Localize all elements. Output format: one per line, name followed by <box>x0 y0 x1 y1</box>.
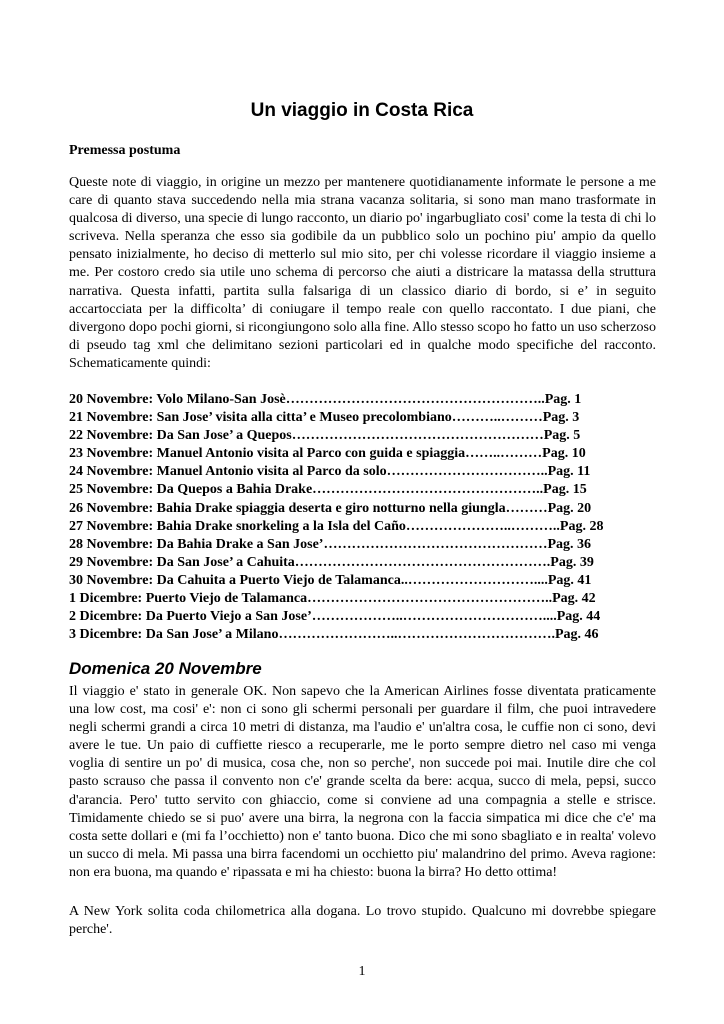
itinerary-item: 20 Novembre: Volo Milano-San Josè………………………………………………..Pag. 1 <box>69 392 582 407</box>
itinerary-list <box>69 391 629 644</box>
itinerary-item: 30 Novembre: Da Cahuita a Puerto Viejo de Talamanca..………………………....Pag. 41 <box>69 572 592 588</box>
day-paragraph: Il viaggio e' stato in generale OK. Non sapevo che la American Airlines fosse diventata praticamente una low cost, ma cosi' e': non ci sono gli schermi personali per guardare il film, che puoi intravedere negli schermi grandi a circa 10 metri di distanza, ma l'audio e' un'altra cosa, le cuffie non ci sono, devi avere le tue. Un paio di cuffiette riesco a recuperarle, me le porto sempre dietro nel caso mi venga voglia di sentire un po' di musica, cosa che, non so perche', non succede poi mai. Inutile dire che col pasto scrauso che passa il convento non c'e' grande scelta da bere: acqua, succo di mela, pepsi, succo d'arancia. Pero' tutto servito con ghiaccio, come si conviene ad una compagnia a stelle e strisce. Timidamente chiedo se si puo' avere una birra, la negrona con la faccia simpatica mi dice che c'e' ma costa sette dollari e (mi fa l’occhietto) non e' tanto buona. Dico che mi sono sbagliato e in realta' volevo un succo di mela. Mi passa una birra facendomi un occhietto piu' malandrino del primo. Aveva ragione: non era buona, ma quando e' ripassata e mi ha chiesto: buona la birra? Ho detto ottima! <box>69 684 656 880</box>
itinerary-item: 3 Dicembre: Da San Jose’ a Milano……………………..…………………………….Pag. 46 <box>69 627 599 643</box>
itinerary-item: 25 Novembre: Da Quepos a Bahia Drake…………………………………………..Pag. 15 <box>69 482 587 498</box>
itinerary-item: 1 Dicembre: Puerto Viejo de Talamanca……………………………………………..Pag. 42 <box>69 591 596 607</box>
itinerary-item: 21 Novembre: San Jose’ visita alla citta’ e Museo precolombiano………..………Pag. 3 <box>69 410 580 426</box>
itinerary-item: 27 Novembre: Bahia Drake snorkeling a la Isla del Caño…………………..………..Pag. 28 <box>69 518 604 534</box>
itinerary-item: 26 Novembre: Bahia Drake spiaggia deserta e giro notturno nella giungla………Pag. 20 <box>69 500 592 516</box>
itinerary-item: 22 Novembre: Da San Jose’ a Quepos………………………………………………Pag. 5 <box>69 428 581 444</box>
preface-heading: Premessa postuma <box>69 143 181 158</box>
itinerary-item: 29 Novembre: Da San Jose’ a Cahuita……………………………………………….Pag. 39 <box>69 554 594 570</box>
itinerary-item: 24 Novembre: Manuel Antonio visita al Parco da solo……………………………..Pag. 11 <box>69 464 591 480</box>
preface-paragraph: Queste note di viaggio, in origine un mezzo per mantenere quotidianamente informate le persone a me care di quanto stava succedendo nella mia strana vacanza solitaria, si sono man mano trasformate in qualcosa di diverso, una specie di lungo racconto, un diario po' ingarbugliato cosi' come la testa di chi lo scriveva. Nella speranza che esso sia godibile da un pubblico solo un pochino piu' ampio da quello pensato inizialmente, ho deciso di metterlo sul mio sito, per chi volesse ricordare il viaggio insieme a me. Per costoro credo sia utile uno schema di percorso che aiuti a districare la matassa della struttura narrativa. Questa infatti, partita sulla falsariga di un classico diario di bordo, si e’ in seguito accartocciata per la difficolta’ di coniugare il tempo reale con quello raccontato. I due piani, che divergono dopo pochi giorni, si ricongiungono solo alla fine. Allo stesso scopo ho fatto un uso scherzoso di pseudo tag xml che delimitano sezioni particolari ed in qualche modo specifiche del racconto. Schematicamente quindi: <box>69 175 656 371</box>
day-heading: Domenica 20 Novembre <box>69 659 262 678</box>
document-title: Un viaggio in Costa Rica <box>250 100 474 121</box>
itinerary-item: 28 Novembre: Da Bahia Drake a San Jose’…………………………………………Pag. 36 <box>69 536 592 552</box>
itinerary-item: 23 Novembre: Manuel Antonio visita al Parco con guida e spiaggia……..………Pag. 10 <box>69 446 586 462</box>
day-paragraph: A New York solita coda chilometrica alla dogana. Lo trovo stupido. Qualcuno mi dovrebbe spiegare perche'. <box>69 904 656 938</box>
page-number: 1 <box>358 964 366 979</box>
itinerary-item: 2 Dicembre: Da Puerto Viejo a San Jose’………………..…………………………....Pag. 44 <box>69 609 601 625</box>
